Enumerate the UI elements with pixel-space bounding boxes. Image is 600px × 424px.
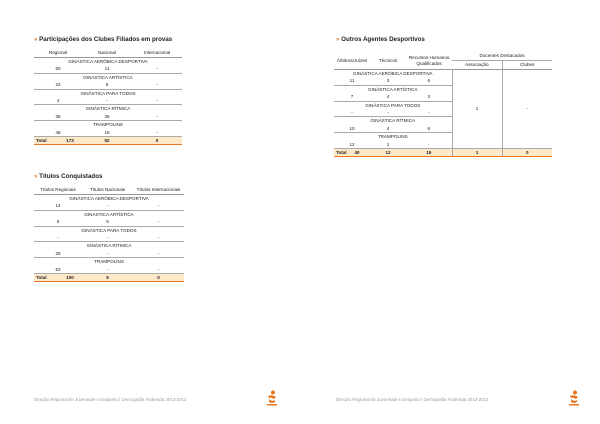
table-cell: 6 [406, 77, 452, 85]
total-label: Total [34, 274, 58, 282]
table-cell: - [133, 266, 184, 274]
category-label: GINÁSTICA RÍTMICA [86, 243, 132, 249]
total-cell: 5 [82, 274, 133, 282]
outros-table [334, 52, 552, 157]
category-label: GINÁSTICA PARA TODOS [365, 102, 421, 108]
category-label: GINÁSTICA RÍTMICA [370, 118, 416, 124]
col-header: Docentes Destacados [452, 52, 552, 61]
total-cell: 0 [502, 149, 552, 157]
total-row [34, 274, 184, 282]
category-row [34, 105, 182, 113]
table-cell: 7 [334, 93, 370, 101]
outros-title [336, 36, 425, 43]
titulos-title-text: Títulos Conquistados [39, 173, 103, 180]
total-cell: 0 [132, 137, 182, 145]
table-row [34, 65, 182, 73]
gymnast-logo-icon [266, 390, 278, 406]
table-row [34, 129, 182, 137]
table-cell: 14 [34, 202, 82, 210]
category-label: GINÁSTICA PARA TODOS [80, 90, 136, 96]
table-cell: - [132, 113, 182, 121]
table-row [34, 266, 184, 274]
table-cell: - [133, 250, 184, 258]
table-cell: 4 [34, 97, 82, 105]
col-header: Títulos Regionais [34, 186, 82, 195]
table-cell: - [82, 250, 133, 258]
category-label: GINÁSTICA ARTÍSTICA [83, 74, 133, 80]
titulos-title [34, 173, 102, 180]
col-header: Técnicos [370, 52, 406, 70]
col-header: Árbitros/Juízes [334, 52, 370, 70]
category-label: TRAMPOLINS [94, 259, 124, 265]
table-cell: - [82, 234, 133, 242]
table-cell: - [334, 109, 370, 117]
table-cell: 3 [406, 93, 452, 101]
subheader: Clubes [502, 61, 552, 70]
category-row [34, 258, 184, 266]
table-row [34, 218, 184, 226]
total-row [334, 149, 552, 157]
total-cell: 40 [344, 149, 370, 157]
category-label: GINÁSTICA RÍTMICA [85, 106, 131, 112]
table-cell: 18 [82, 129, 132, 137]
table-cell: - [133, 218, 184, 226]
total-label: Total [336, 150, 347, 156]
footer-right: Direção Regional de Juventude e Desporto | Demografia Federada 2013-2012 [336, 397, 489, 402]
total-cell: 52 [82, 137, 132, 145]
table-cell: 60 [34, 65, 82, 73]
table-cell: 12 [334, 141, 370, 149]
category-label: GINÁSTICA ARTÍSTICA [84, 211, 134, 217]
total-cell: 100 [58, 274, 82, 282]
table-cell: - [133, 202, 184, 210]
table-row [34, 234, 184, 242]
table-cell: 48 [34, 129, 82, 137]
category-label: GINÁSTICA AERÓBICA DESPORTIVA [353, 71, 433, 76]
col-header: Títulos Internacionais [133, 186, 184, 195]
total-cell: 173 [58, 137, 82, 145]
category-label: GINÁSTICA ARTÍSTICA [368, 86, 418, 92]
col-header: Regional [34, 49, 82, 58]
table-cell: - [132, 129, 182, 137]
footer-left: Direção Regional de Juventude e Desporto | Demografia Federada 2013-2012 [34, 397, 187, 402]
titulos-table [34, 186, 184, 282]
title-marker: » [336, 36, 342, 43]
table-cell: - [132, 65, 182, 73]
total-cell: 15 [406, 149, 452, 157]
table-cell: 5 [82, 218, 133, 226]
title-marker: » [34, 36, 40, 43]
category-label: GINÁSTICA AERÓBICA DESPORTIVA [69, 196, 149, 201]
col-header: Recursos Humanos Qualificados [406, 52, 452, 70]
table-cell: - [82, 202, 133, 210]
table-cell: - [34, 234, 82, 242]
table-cell: 11 [82, 65, 132, 73]
total-row [34, 137, 182, 145]
docentes-clubes-cell: - [502, 70, 552, 149]
table-cell: - [82, 266, 133, 274]
col-header: Internacional [132, 49, 182, 58]
table-cell: - [82, 97, 132, 105]
table-cell: - [132, 81, 182, 89]
table-cell: 10 [334, 125, 370, 133]
table-cell: - [370, 109, 406, 117]
category-row [34, 73, 182, 81]
total-cell: 0 [133, 274, 184, 282]
table-cell: 38 [34, 113, 82, 121]
table-cell: 11 [334, 77, 370, 85]
table-row [34, 81, 182, 89]
table-cell: 28 [34, 250, 82, 258]
category-row [34, 58, 182, 66]
table-cell: 6 [406, 125, 452, 133]
table-row [34, 250, 184, 258]
category-label: TRAMPOLINS [93, 122, 123, 128]
category-row [34, 226, 184, 234]
table-cell: 35 [82, 113, 132, 121]
table-cell: 1 [370, 141, 406, 149]
total-cell: 12 [370, 149, 406, 157]
title-marker: » [34, 173, 40, 180]
category-row [34, 195, 184, 203]
table-row [34, 202, 184, 210]
table-row [34, 97, 182, 105]
category-row [34, 89, 182, 97]
table-cell: 4 [370, 125, 406, 133]
subheader: Associação [452, 61, 502, 70]
category-row [34, 242, 184, 250]
table-cell: 23 [34, 81, 82, 89]
total-label: Total [34, 137, 58, 145]
participacoes-title [34, 36, 172, 43]
gymnast-logo-icon [568, 390, 580, 406]
table-cell: - [406, 141, 452, 149]
participacoes-title-text: Participações dos Clubes Filiados em provas [39, 36, 173, 43]
table-cell: 4 [370, 93, 406, 101]
table-row [34, 113, 182, 121]
total-cell: 1 [452, 149, 502, 157]
category-row [334, 70, 552, 78]
table-cell: - [132, 97, 182, 105]
table-cell: - [133, 234, 184, 242]
category-label: GINÁSTICA PARA TODOS [81, 227, 137, 233]
table-cell: 3 [370, 77, 406, 85]
table-cell: 53 [34, 266, 82, 274]
category-row [34, 121, 182, 129]
outros-title-text: Outros Agentes Desportivos [341, 36, 425, 43]
table-cell: 6 [82, 81, 132, 89]
docentes-associacao-cell: 1 [452, 70, 502, 149]
table-cell: 5 [34, 218, 82, 226]
participacoes-table [34, 49, 182, 145]
table-cell: - [406, 109, 452, 117]
col-header: Títulos Nacionais [82, 186, 133, 195]
category-label: TRAMPOLINS [377, 134, 408, 140]
col-header: Nacional [82, 49, 132, 58]
category-label: GINÁSTICA AERÓBICA DESPORTIVA [68, 59, 148, 64]
category-row [34, 210, 184, 218]
